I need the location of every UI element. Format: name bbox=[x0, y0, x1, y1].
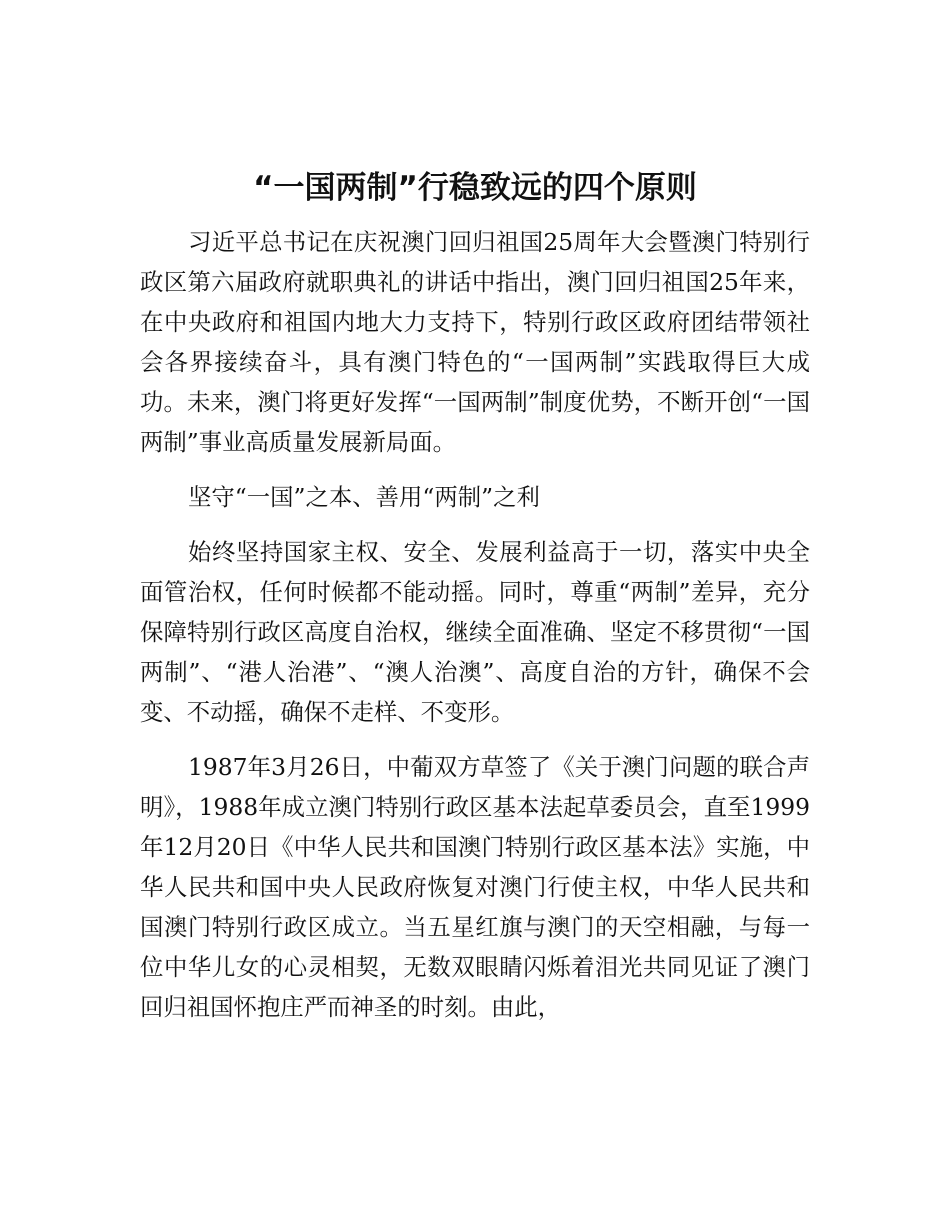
paragraph-principle: 始终坚持国家主权、安全、发展利益高于一切，落实中央全面管治权，任何时候都不能动摇。同时，尊重“两制”差异，充分保障特别行政区高度自治权，继续全面准确、坚定不移贯彻“一国两制”、“港人治港”、“澳人治澳”、高度自治的方针，确保不会变、不动摇，确保不走样、不变形。 bbox=[140, 538, 810, 726]
document-body bbox=[140, 222, 810, 1042]
document-title: “一国两制”行稳致远的四个原则 bbox=[253, 170, 697, 206]
section-heading: 坚守“一国”之本、善用“两制”之利 bbox=[188, 483, 540, 511]
paragraph-history: 1987年3月26日，中葡双方草签了《关于澳门问题的联合声明》，1988年成立澳门特别行政区基本法起草委员会，直至1999年12月20日《中华人民共和国澳门特别行政区基本法》实施，中华人民共和国中央人民政府恢复对澳门行使主权，中华人民共和国澳门特别行政区成立。当五星红旗与澳门的天空相融，与每一位中华儿女的心灵相契，无数双眼睛闪烁着泪光共同见证了澳门回归祖国怀抱庄严而神圣的时刻。由此， bbox=[140, 753, 810, 1021]
paragraph-intro: 习近平总书记在庆祝澳门回归祖国25周年大会暨澳门特别行政区第六届政府就职典礼的讲话中指出，澳门回归祖国25年来，在中央政府和祖国内地大力支持下，特别行政区政府团结带领社会各界接续奋斗，具有澳门特色的“一国两制”实践取得巨大成功。未来，澳门将更好发挥“一国两制”制度优势，不断开创“一国两制”事业高质量发展新局面。 bbox=[140, 228, 810, 456]
